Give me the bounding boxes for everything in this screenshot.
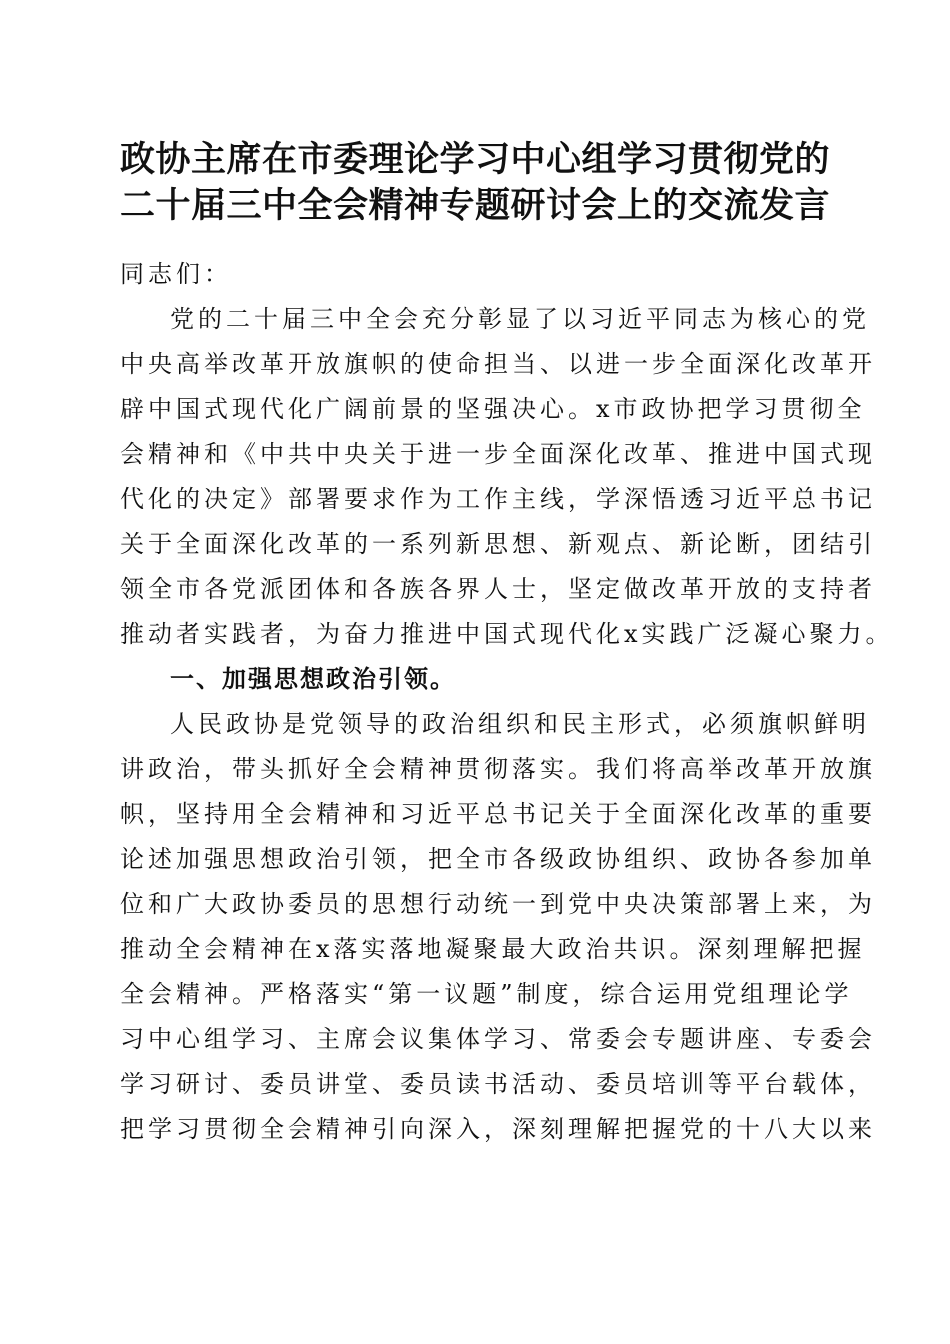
section-heading-text: 一、加强思想政治引领。 — [170, 665, 456, 693]
paragraph-line: 代化的决定》部署要求作为工作主线，学深悟透习近平总书记 — [120, 485, 876, 513]
title-line: 二十届三中全会精神专题研讨会上的交流发言 — [119, 185, 830, 226]
paragraph-intro — [120, 297, 894, 657]
paragraph-line: 人民政协是党领导的政治组织和民主形式，必须旗帜鲜明 — [170, 710, 870, 738]
paragraph-line: 帜，坚持用全会精神和习近平总书记关于全面深化改革的重要 — [120, 800, 876, 828]
paragraph-line: 讲政治，带头抓好全会精神贯彻落实。我们将高举改革开放旗 — [120, 755, 876, 783]
salutation — [120, 252, 825, 297]
paragraph-line: 全会精神。严格落实“第一议题”制度，综合运用党组理论学 — [120, 980, 853, 1008]
document-body — [120, 252, 894, 1152]
paragraph-line: 论述加强思想政治引领，把全市各级政协组织、政协各参加单 — [120, 845, 876, 873]
paragraph-line: 把学习贯彻全会精神引向深入，深刻理解把握党的十八大以来 — [120, 1115, 876, 1143]
section-heading — [120, 657, 825, 702]
paragraph-line: 会精神和《中共中央关于进一步全面深化改革、推进中国式现 — [120, 440, 876, 468]
paragraph-line: 推动者实践者，为奋力推进中国式现代化x实践广泛凝心聚力。 — [120, 620, 894, 648]
salutation-text: 同志们： — [120, 260, 232, 288]
paragraph-line: 党的二十届三中全会充分彰显了以习近平同志为核心的党 — [170, 305, 870, 333]
paragraph-line: 推动全会精神在x落实落地凝聚最大政治共识。深刻理解把握 — [120, 935, 866, 963]
paragraph-line: 领全市各党派团体和各族各界人士，坚定做改革开放的支持者 — [120, 575, 876, 603]
paragraph-line: 辟中国式现代化广阔前景的坚强决心。x市政协把学习贯彻全 — [120, 395, 866, 423]
paragraph-line: 关于全面深化改革的一系列新思想、新观点、新论断，团结引 — [120, 530, 876, 558]
paragraph-section1 — [120, 702, 876, 1152]
paragraph-line: 位和广大政协委员的思想行动统一到党中央决策部署上来，为 — [120, 890, 876, 918]
paragraph-line: 习中心组学习、主席会议集体学习、常委会专题讲座、专委会 — [120, 1025, 876, 1053]
document-title — [0, 137, 950, 229]
paragraph-line: 学习研讨、委员讲堂、委员读书活动、委员培训等平台载体， — [120, 1070, 876, 1098]
title-line: 政协主席在市委理论学习中心组学习贯彻党的 — [119, 139, 830, 180]
paragraph-line: 中央高举改革开放旗帜的使命担当、以进一步全面深化改革开 — [120, 350, 876, 378]
